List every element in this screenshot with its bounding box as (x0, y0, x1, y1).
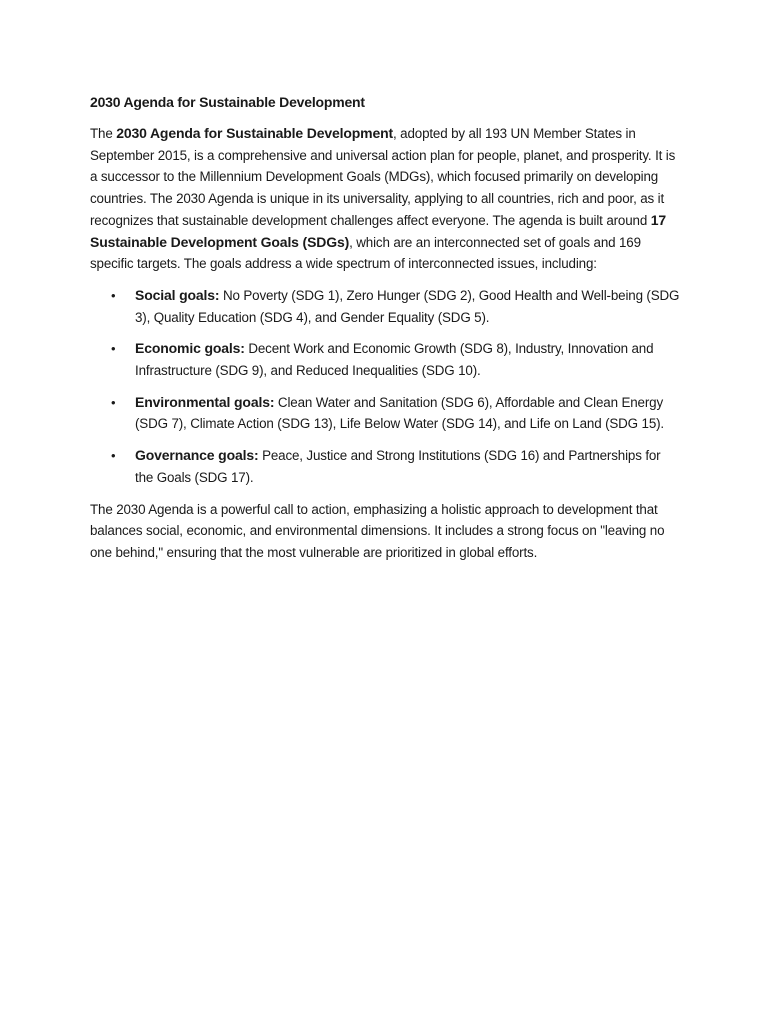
intro-text-3: , which are an interconnected set of goals and 169 specific targets. The goals address a wide spectrum of interconnected issues, including: (90, 234, 641, 272)
intro-bold-sdgs: 17 Sustainable Development Goals (SDGs) (90, 211, 666, 250)
list-item-social-goals (90, 285, 680, 328)
goal-label: Social goals: (135, 286, 220, 303)
intro-bold-agenda: 2030 Agenda for Sustainable Development (116, 125, 394, 141)
goal-label: Governance goals: (135, 447, 259, 464)
list-item-economic-goals (90, 338, 680, 381)
list-item-environmental-goals (90, 392, 680, 435)
bullet-icon: • (111, 341, 116, 357)
goal-label: Economic goals: (135, 340, 245, 357)
intro-paragraph (90, 123, 680, 275)
list-item-governance-goals (90, 445, 680, 488)
intro-text-1: The (90, 126, 117, 141)
bullet-icon: • (111, 448, 116, 464)
goal-label: Environmental goals: (135, 393, 275, 410)
intro-text-2: , adopted by all 193 UN Member States in September 2015, is a comprehensive and universal action plan for people, planet, and prosperity. It is a successor to the Millennium Development Goals (MDGs), which focused primarily on developing countries. The 2030 Agenda is unique in its universality, applying to all countries, rich and poor, as it recognizes that sustainable development challenges affect everyone. The agenda is built around (90, 126, 676, 228)
goal-text: Decent Work and Economic Growth (SDG 8), Industry, Innovation and Infrastructure (SDG 9), and Reduced Inequalities (SDG 10). (135, 341, 654, 379)
bullet-icon: • (111, 287, 116, 303)
document-page (90, 92, 680, 564)
bullet-icon: • (111, 394, 116, 410)
document-title: 2030 Agenda for Sustainable Development (90, 94, 365, 110)
goals-list (90, 285, 680, 489)
closing-paragraph: The 2030 Agenda is a powerful call to action, emphasizing a holistic approach to development that balances social, economic, and environmental dimensions. It includes a strong focus on "leaving no one behind," ensuring that the most vulnerable are prioritized in global efforts. (90, 501, 665, 560)
goal-text: Peace, Justice and Strong Institutions (SDG 16) and Partnerships for the Goals (SDG 17). (135, 448, 661, 485)
goal-text: No Poverty (SDG 1), Zero Hunger (SDG 2), Good Health and Well-being (SDG 3), Quality Education (SDG 4), and Gender Equality (SDG 5). (135, 287, 680, 325)
goal-text: Clean Water and Sanitation (SDG 6), Affordable and Clean Energy (SDG 7), Climate Action (SDG 13), Life Below Water (SDG 14), and Life on Land (SDG 15). (135, 394, 664, 432)
